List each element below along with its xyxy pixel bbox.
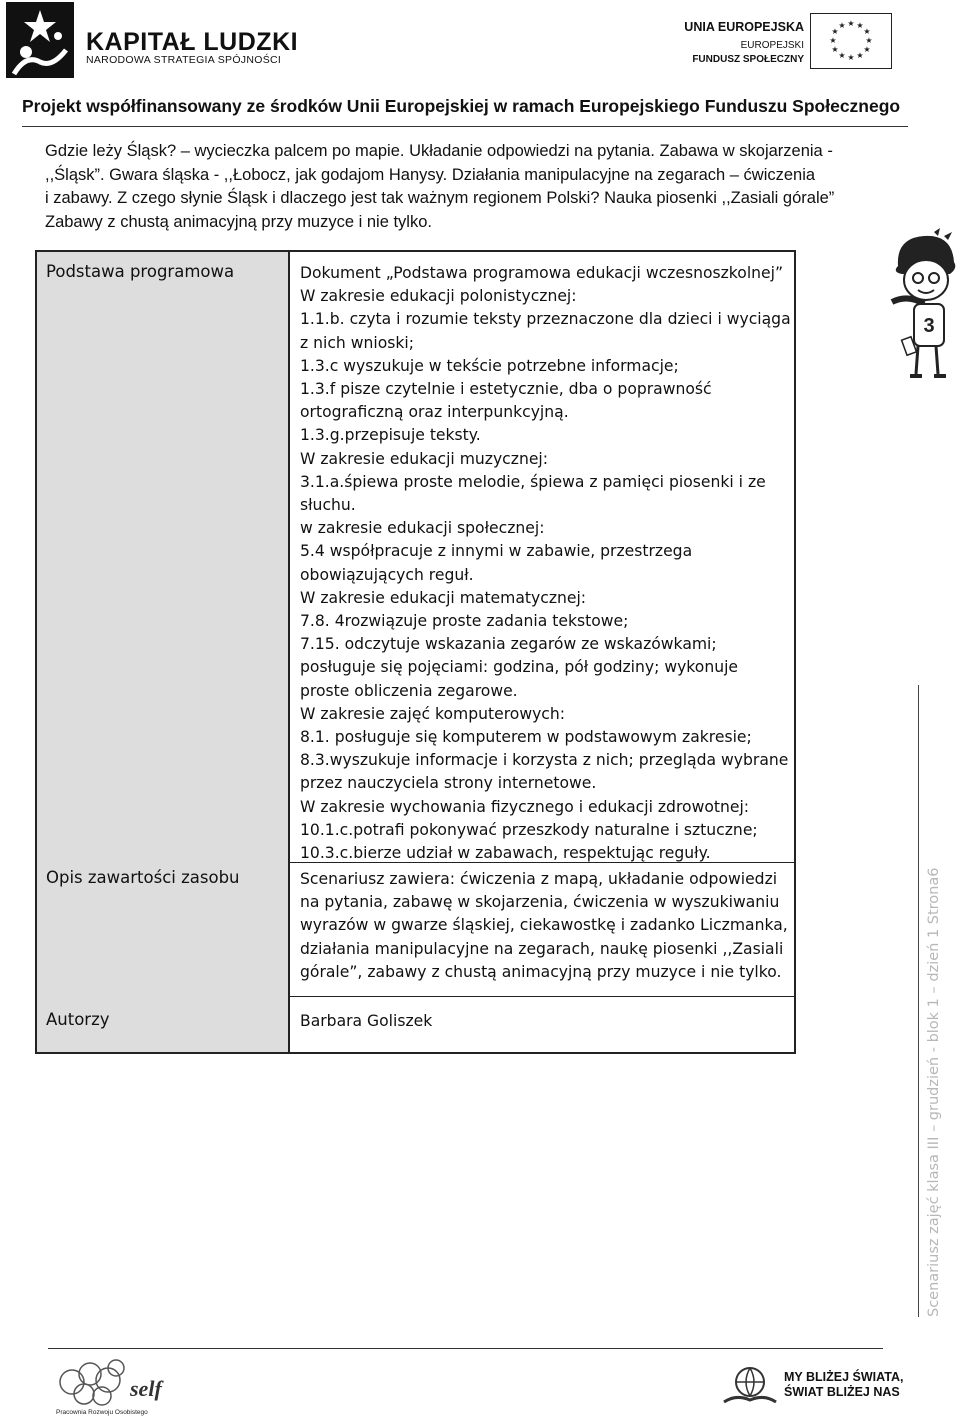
curriculum-line: 1.3.c wyszukuje w tekście potrzebne informacje;	[300, 356, 679, 375]
curriculum-line: w zakresie edukacji społecznej:	[300, 519, 545, 538]
slogan-line-1: MY BLIŻEJ ŚWIATA,	[784, 1370, 904, 1384]
curriculum-line: z nich wnioski;	[300, 333, 415, 352]
label-autorzy: Autorzy	[46, 1010, 110, 1029]
eu-subtitle-1: EUROPEJSKI	[740, 40, 804, 51]
slogan-line-2: ŚWIAT BLIŻEJ NAS	[784, 1385, 900, 1399]
eu-subtitle-2: FUNDUSZ SPOŁECZNY	[692, 54, 804, 65]
curriculum-line: 1.3.f pisze czytelnie i estetycznie, dba o poprawność	[300, 380, 712, 399]
mascot-girl-icon	[888, 228, 960, 380]
curriculum-line: słuchu.	[300, 496, 356, 515]
intro-line: ,,Śląsk”. Gwara śląska - ,,Łobocz, jak godajom Hanysy. Działania manipulacyjne na zegarach – ćwiczenia	[45, 165, 816, 184]
description-line: Scenariusz zawiera: ćwiczenia z mapą, układanie odpowiedzi	[300, 870, 778, 888]
kapital-ludzki-title: KAPITAŁ LUDZKI	[86, 28, 299, 56]
content-description-cell	[300, 868, 795, 984]
intro-line: i zabawy. Z czego słynie Śląsk i dlaczego jest tak ważnym regionem Polski? Nauka piosenki ,,Zasiali górale”	[45, 189, 835, 207]
header-divider	[22, 126, 908, 127]
svg-text:★: ★	[856, 51, 864, 60]
intro-paragraph	[45, 140, 885, 234]
curriculum-line: 5.4 współpracuje z innymi w zabawie, przestrzega	[300, 542, 693, 561]
svg-text:★: ★	[838, 51, 846, 60]
description-line: wyrazów w gwarze śląskiej, ciekawostkę i zadanko Liczmanka,	[300, 916, 788, 935]
intro-line: Zabawy z chustą animacyjną przy muzyce i nie tylko.	[45, 212, 432, 231]
self-logo-text: self	[130, 1376, 162, 1401]
side-caption: Scenariusz zajęć klasa III – grudzień - blok 1 – dzień 1 Strona6	[926, 867, 942, 1317]
curriculum-line: przez nauczyciela strony internetowe.	[300, 774, 597, 793]
svg-text:★: ★	[865, 36, 873, 45]
curriculum-line: posługuje się pojęciami: godzina, pół godziny; wykonuje	[300, 658, 739, 677]
kapital-ludzki-emblem-icon	[6, 2, 74, 78]
curriculum-line: 10.1.c.potrafi pokonywać przeszkody naturalne i sztuczne;	[300, 820, 758, 839]
eu-title: UNIA EUROPEJSKA	[684, 20, 804, 34]
eu-flag-icon	[810, 13, 892, 69]
project-cofinancing-line	[22, 96, 900, 117]
curriculum-line: 7.8. 4rozwiązuje proste zadania tekstowe;	[300, 612, 629, 631]
project-line-part-b: w ramach Europejskiego Funduszu Społecznego	[493, 96, 901, 116]
curriculum-line: W zakresie wychowania fizycznego i edukacji zdrowotnej:	[300, 797, 750, 816]
description-line: na pytania, zabawę w skojarzenia, ćwiczenia w wyszukiwaniu	[300, 893, 780, 912]
row-divider	[290, 996, 796, 997]
curriculum-cell	[300, 262, 795, 865]
curriculum-line: 1.3.g.przepisuje teksty.	[300, 426, 481, 445]
svg-text:★: ★	[838, 21, 846, 30]
intro-line: Gdzie leży Śląsk? – wycieczka palcem po mapie. Układanie odpowiedzi na pytania. Zabawa w skojarzenia -	[45, 142, 833, 160]
curriculum-line: 1.1.b. czyta i rozumie teksty przeznaczone dla dzieci i wyciąga	[300, 310, 791, 329]
svg-text:★: ★	[831, 45, 839, 54]
kapital-ludzki-logo	[0, 0, 300, 80]
footer-slogan	[784, 1370, 903, 1400]
footer-divider	[48, 1348, 883, 1349]
svg-text:★: ★	[847, 53, 855, 62]
curriculum-line: obowiązujących reguł.	[300, 565, 474, 584]
svg-text:★: ★	[863, 45, 871, 54]
curriculum-line: ortograficzną oraz interpunkcyjną.	[300, 403, 569, 422]
curriculum-line: proste obliczenia zegarowe.	[300, 681, 518, 700]
svg-text:★: ★	[829, 36, 837, 45]
project-line-part-a: Projekt współfinansowany ze środków Unii Europejskiej	[22, 96, 489, 116]
table-label-column	[37, 252, 290, 1052]
self-logo-caption: Pracownia Rozwoju Osobistego	[56, 1409, 148, 1416]
svg-text:★: ★	[856, 21, 864, 30]
curriculum-line: 7.15. odczytuje wskazania zegarów ze wskazówkami;	[300, 635, 717, 654]
author-name: Barbara Goliszek	[300, 1012, 433, 1030]
curriculum-line: W zakresie edukacji matematycznej:	[300, 588, 587, 607]
mascot-badge-number: 3	[923, 315, 935, 337]
svg-text:★: ★	[847, 19, 855, 28]
curriculum-line: 3.1.a.śpiewa proste melodie, śpiewa z pamięci piosenki i ze	[300, 472, 766, 491]
curriculum-line: 10.3.c.bierze udział w zabawach, respektując reguły.	[300, 844, 711, 863]
curriculum-line: W zakresie zajęć komputerowych:	[300, 704, 566, 723]
curriculum-line: Dokument „Podstawa programowa edukacji wczesnoszkolnej”	[300, 264, 784, 282]
authors-cell	[300, 1010, 795, 1033]
side-caption-wrapper	[918, 685, 954, 1317]
kapital-ludzki-subtitle: NARODOWA STRATEGIA SPÓJNOŚCI	[86, 54, 282, 66]
svg-text:★: ★	[863, 27, 871, 36]
description-line: górale”, zabawy z chustą animacyjną przy muzyce i nie tylko.	[300, 962, 782, 981]
curriculum-line: 8.3.wyszukuje informacje i korzysta z nich; przegląda wybrane	[300, 751, 789, 770]
svg-text:★: ★	[831, 27, 839, 36]
curriculum-line: W zakresie edukacji muzycznej:	[300, 449, 549, 468]
globe-hands-icon	[716, 1358, 780, 1414]
label-podstawa-programowa: Podstawa programowa	[46, 262, 235, 281]
description-line: działania manipulacyjne na zegarach, naukę piosenki ,,Zasiali	[300, 939, 784, 958]
info-table	[35, 250, 796, 1054]
curriculum-line: 8.1. posługuje się komputerem w podstawowym zakresie;	[300, 728, 752, 747]
label-opis-zawartosci: Opis zawartości zasobu	[46, 868, 240, 887]
curriculum-line: W zakresie edukacji polonistycznej:	[300, 287, 577, 306]
side-caption-divider	[918, 685, 919, 1317]
